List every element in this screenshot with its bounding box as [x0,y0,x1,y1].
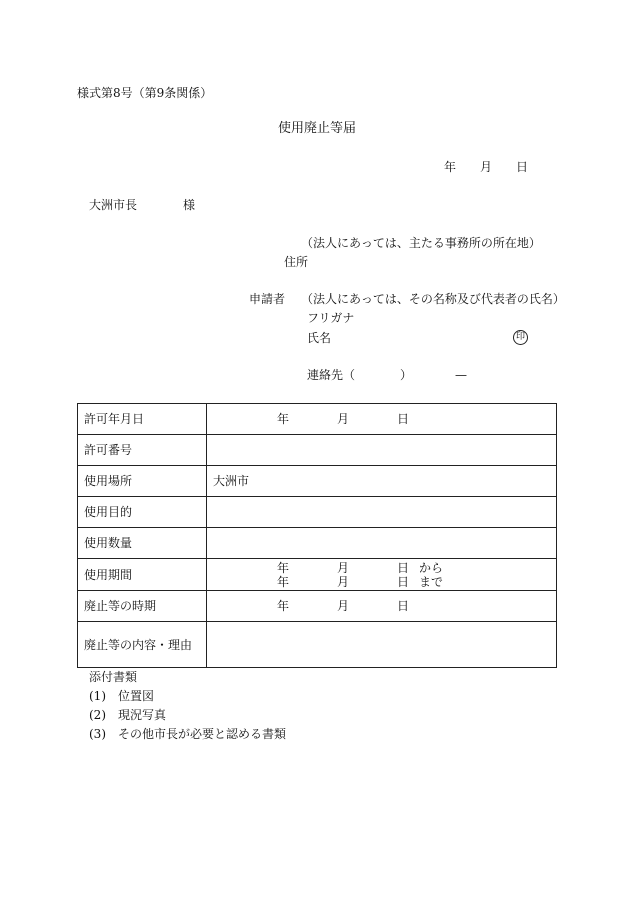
day-label: 日 [397,412,410,426]
abolition-date-field[interactable] [207,591,557,622]
date-year-label: 年 [444,160,457,174]
row-label: 使用数量 [78,528,207,559]
table-row [78,559,557,591]
page-title: 使用廃止等届 [278,121,357,136]
attachment-num: (3) [89,727,106,741]
addressee-honorific: 様 [183,198,196,212]
table-row [78,497,557,528]
address-note: （法人にあっては、主たる事務所の所在地） [301,236,541,250]
form-number: 様式第8号（第9条関係） [77,86,213,100]
table-row [78,528,557,559]
from-label: から [419,560,444,575]
date-day-label: 日 [516,160,529,174]
usage-period-field[interactable] [207,559,557,591]
attachment-item: その他市長が必要と認める書類 [118,727,287,741]
attachment-num: (1) [89,689,106,703]
name-note: （法人にあっては、その名称及び代表者の氏名） [301,292,565,306]
year-label: 年 [277,560,290,575]
permit-number-field[interactable] [207,435,557,466]
applicant-label: 申請者 [249,292,286,306]
month-label: 月 [337,574,350,589]
month-label: 月 [337,412,350,426]
row-label: 廃止等の時期 [78,591,207,622]
attachment-item: 現況写真 [118,708,167,722]
row-label: 許可番号 [78,435,207,466]
day-label: 日 [397,599,410,613]
month-label: 月 [337,560,350,575]
furigana-label: フリガナ [307,311,355,325]
table-row [78,591,557,622]
row-label: 使用期間 [78,559,207,591]
table-row [78,466,557,497]
to-label: まで [419,574,444,589]
row-label: 使用場所 [78,466,207,497]
row-label: 廃止等の内容・理由 [78,622,207,668]
month-label: 月 [337,599,350,613]
row-label: 使用目的 [78,497,207,528]
addressee: 大洲市長 [89,198,138,212]
name-label: 氏名 [307,331,332,345]
usage-purpose-field[interactable] [207,497,557,528]
year-label: 年 [277,412,290,426]
attachment-item: 位置図 [118,689,155,703]
abolition-reason-field[interactable] [207,622,557,668]
year-label: 年 [277,574,290,589]
table-row [78,404,557,435]
row-label: 許可年月日 [78,404,207,435]
attachment-num: (2) [89,708,106,722]
date-month-label: 月 [480,160,493,174]
contact-paren-close: ） [400,368,413,382]
application-table [77,403,557,668]
address-label: 住所 [284,255,309,269]
attachments-heading: 添付書類 [89,670,138,684]
usage-location-field[interactable]: 大洲市 [207,466,557,497]
table-row [78,622,557,668]
contact-dash: — [455,368,467,382]
contact-label: 連絡先（ [307,368,356,382]
seal-mark: 印 [513,330,528,345]
year-label: 年 [277,599,290,613]
day-label: 日 [397,560,410,575]
permit-date-field[interactable] [207,404,557,435]
usage-quantity-field[interactable] [207,528,557,559]
table-row [78,435,557,466]
day-label: 日 [397,574,410,589]
